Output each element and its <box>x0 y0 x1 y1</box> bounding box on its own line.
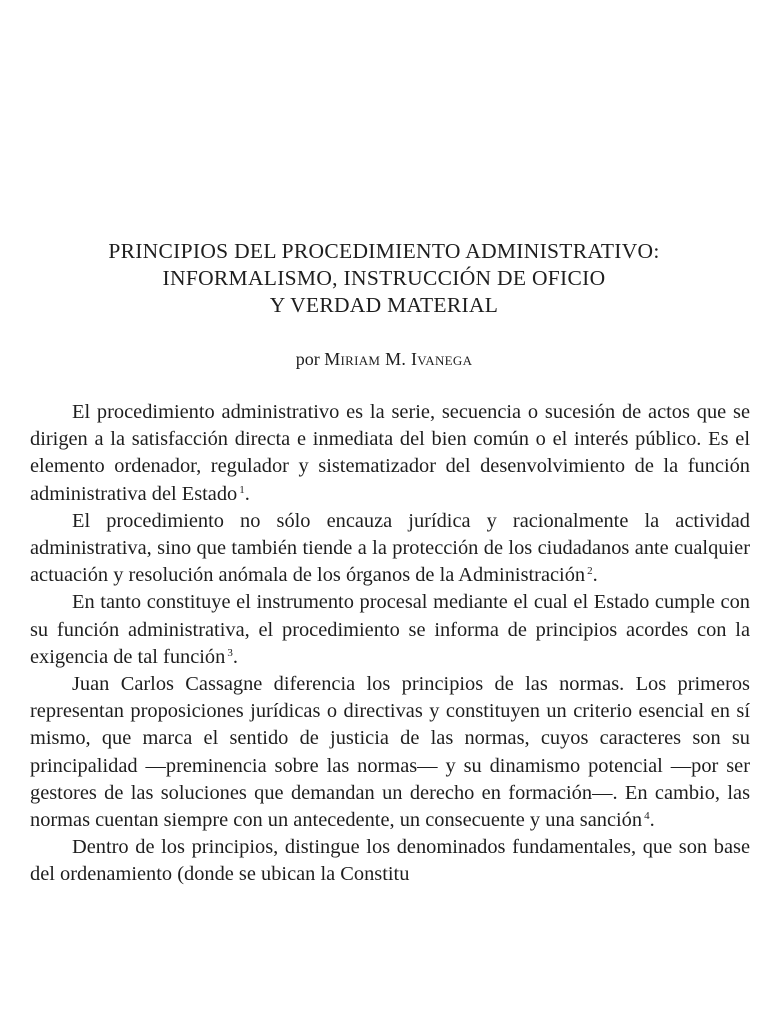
paragraph-text: En tanto constituye el instrumento procesal mediante el cual el Estado cumple con su función administrativa, el procedimiento se informa de principios acordes con la exigencia de tal función <box>30 591 750 668</box>
byline-prefix: por <box>295 349 320 369</box>
article-title <box>24 238 744 319</box>
footnote-marker: 1 <box>239 483 245 496</box>
author-name: Miriam M. Ivanega <box>324 349 473 369</box>
article-body <box>30 399 750 889</box>
paragraph <box>30 508 750 590</box>
paragraph-tail: . <box>592 564 598 587</box>
paragraph-text: El procedimiento administrativo es la serie, secuencia o sucesión de actos que se dirigen a la satisfacción directa e inmediata del bien común o el interés público. Es el elemento ordenador, regulador y sistematizador del desenvolvimiento de la función administrativa del Estado <box>30 401 750 505</box>
title-line-1: PRINCIPIOS DEL PROCEDIMIENTO ADMINISTRATIVO: <box>108 239 660 263</box>
title-line-2: INFORMALISMO, INSTRUCCIÓN DE OFICIO <box>162 266 606 290</box>
title-line-3: Y VERDAD MATERIAL <box>269 293 499 317</box>
paragraph-tail: . <box>232 645 238 668</box>
byline <box>0 347 768 371</box>
paragraph-text: Dentro de los principios, distingue los denominados fundamentales, que son base del ordenamiento (donde se ubican la Constitu <box>30 836 750 886</box>
paragraph <box>30 671 750 834</box>
footnote-marker: 2 <box>587 565 593 578</box>
paragraph <box>30 399 750 508</box>
paragraph-text: El procedimiento no sólo encauza jurídica y racionalmente la actividad administrativa, sino que también tiende a la protección de los ciudadanos ante cualquier actuación y resolución anómala de los órganos de la Administración <box>30 509 750 587</box>
footnote-marker: 4 <box>644 810 650 823</box>
paragraph-tail: . <box>244 482 250 505</box>
paragraph-tail: . <box>649 809 655 832</box>
paragraph <box>30 834 750 888</box>
footnote-marker: 3 <box>227 646 233 659</box>
paragraph <box>30 589 750 671</box>
paragraph-text: Juan Carlos Cassagne diferencia los principios de las normas. Los primeros representan proposiciones jurídicas o directivas y constituyen un criterio esencial en sí mismo, que marca el sentido de justicia de las normas, cuyos caracteres son su principalidad —preminencia sobre las normas— y su dinamismo potencial —por ser gestores de las soluciones que demandan un derecho en formación—. En cambio, las normas cuentan siempre con un antecedente, un consecuente y una sanción <box>30 673 750 832</box>
